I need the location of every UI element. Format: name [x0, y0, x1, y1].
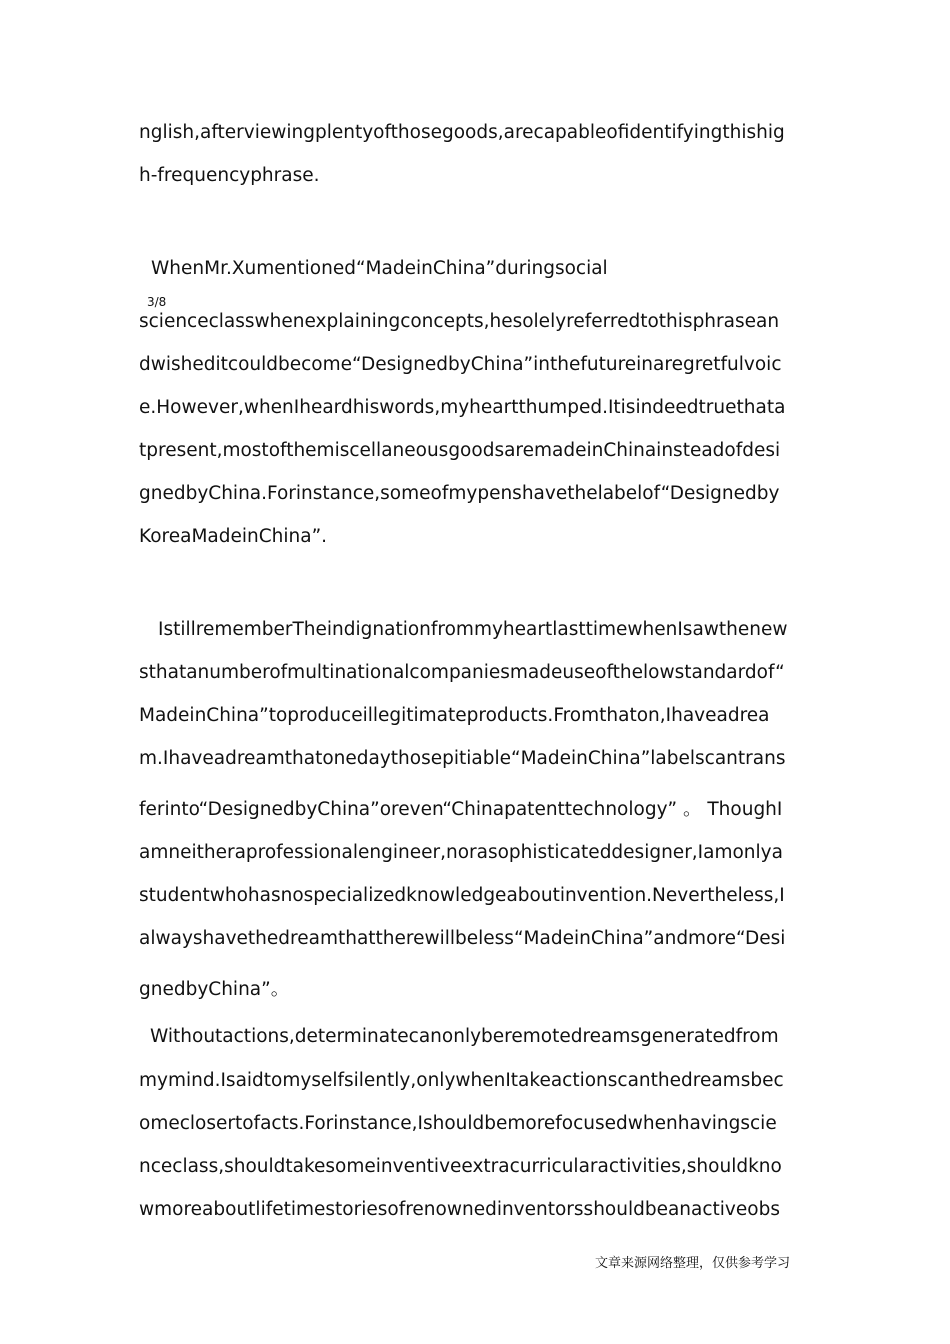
- text-line: wmoreaboutlifetimestoriesofrenownedinventorsshouldbeanactiveobs: [139, 1199, 780, 1220]
- paragraph-start-line: WhenMr.Xumentioned“MadeinChina”duringsocial: [151, 258, 608, 279]
- text-line: nglish,afterviewingplentyofthosegoods,arecapableofidentifyingthishig: [139, 122, 785, 143]
- footer-note: 文章来源网络整理，仅供参考学习: [595, 1256, 791, 1271]
- text-line: gnedbyChina”。: [139, 979, 290, 1000]
- text-line: nceclass,shouldtakesomeinventiveextracurricularactivities,shouldkno: [139, 1156, 782, 1177]
- text-line: gnedbyChina.Forinstance,someofmypenshavethelabelof“Designedby: [139, 483, 780, 504]
- paragraph-start-line: Withoutactions,determinatecanonlyberemotedreamsgeneratedfrom: [150, 1026, 779, 1047]
- paragraph-start-line: IstillrememberTheindignationfrommyheartlasttimewhenIsawthenew: [158, 619, 788, 640]
- text-line: scienceclasswhenexplainingconcepts,hesolelyreferredtothisphrasean: [139, 311, 780, 332]
- text-line: alwayshavethedreamthattherewillbeless“MadeinChina”andmore“Desi: [139, 928, 786, 949]
- text-line: KoreaMadeinChina”.: [139, 526, 328, 547]
- text-line: m.Ihaveadreamthatonedaythosepitiable“MadeinChina”labelscantrans: [139, 748, 786, 769]
- text-line: dwisheditcouldbecome“DesignedbyChina”inthefutureinaregretfulvoic: [139, 354, 782, 375]
- text-line: h-frequencyphrase.: [139, 165, 320, 186]
- text-line: sthatanumberofmultinationalcompaniesmadeuseofthelowstandardof“: [139, 662, 785, 683]
- text-line: MadeinChina”toproduceillegitimateproducts.Fromthaton,Ihaveadrea: [139, 705, 770, 726]
- text-line: studentwhohasnospecializedknowledgeaboutinvention.Nevertheless,I: [139, 885, 785, 906]
- text-line: e.However,whenIheardhiswords,myheartthumped.Itisindeedtruethata: [139, 397, 786, 418]
- page-number: 3/8: [147, 295, 167, 309]
- text-line: mymind.Isaidtomyselfsilently,onlywhenItakeactionscanthedreamsbec: [139, 1070, 784, 1091]
- text-line: omeclosertofacts.Forinstance,Ishouldbemorefocusedwhenhavingscie: [139, 1113, 777, 1134]
- text-line: ferinto“DesignedbyChina”oreven“Chinapatenttechnology” 。 ThoughI: [139, 799, 783, 820]
- text-line: amneitheraprofessionalengineer,norasophisticateddesigner,Iamonlya: [139, 842, 783, 863]
- text-line: tpresent,mostofthemiscellaneousgoodsaremadeinChinainsteadofdesi: [139, 440, 781, 461]
